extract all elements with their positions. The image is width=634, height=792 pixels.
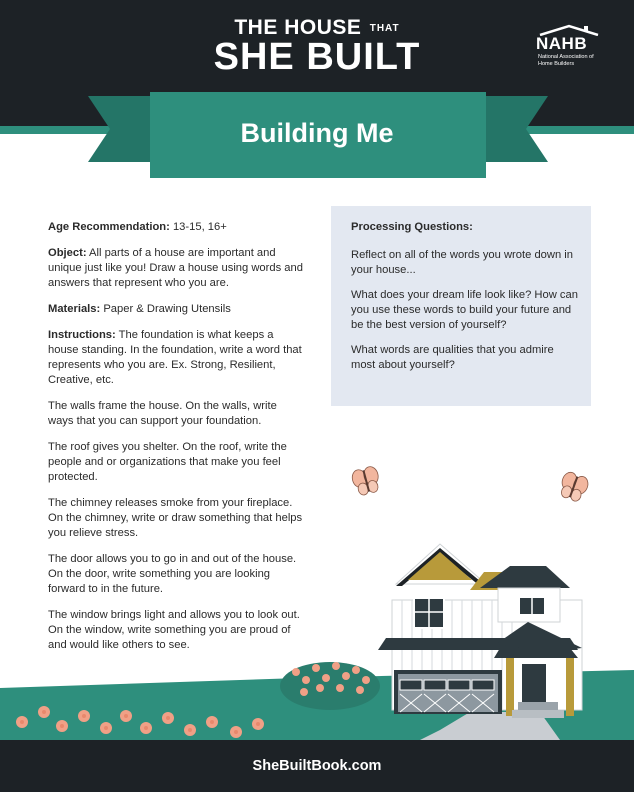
house-scene-illustration	[0, 460, 634, 740]
footer-website-link[interactable]: SheBuiltBook.com	[252, 758, 382, 774]
title-that: THAT	[369, 22, 400, 34]
age-value: 13-15, 16+	[169, 221, 227, 233]
object-label: Object:	[48, 247, 87, 259]
roof-paragraph: The roof gives you shelter. On the roof, write the people and or organizations that make you feel protected.	[48, 441, 287, 483]
activity-title: Building Me	[240, 118, 394, 148]
processing-questions-box	[331, 206, 591, 406]
materials-label: Materials:	[48, 303, 101, 315]
processing-question: What words are qualities that you admire most about yourself?	[351, 344, 554, 371]
instructions-text: The foundation is what keeps a house standing. In the foundation, write a word that represents who you are. Ex. Strong, Resilient, Creative, etc.	[48, 329, 302, 386]
chimney-paragraph: The chimney releases smoke from your fireplace. On the chimney, write or draw something that helps you relieve stress.	[48, 497, 303, 539]
processing-question: What does your dream life look like? How can you use these words to build your future and be the best version of yourself?	[351, 289, 578, 331]
window-paragraph: The window brings light and allows you to look out. On the window, write something you are proud of and would like others to see.	[48, 609, 300, 651]
processing-question: Reflect on all of the words you wrote down in your house...	[351, 249, 574, 276]
nahb-logo-subtitle: National Association of Home Builders	[538, 54, 594, 67]
title-the-house: THE HOUSE	[234, 16, 362, 39]
age-label: Age Recommendation:	[48, 221, 170, 233]
materials-paragraph	[48, 302, 303, 317]
house-illustration	[378, 544, 582, 718]
age-recommendation	[48, 220, 303, 235]
materials-text: Paper & Drawing Utensils	[100, 303, 231, 315]
walls-paragraph: The walls frame the house. On the walls, write ways that you can support your foundation.	[48, 400, 277, 427]
object-text: All parts of a house are important and unique just like you! Draw a house using words and answers that represent who you are.	[48, 247, 303, 289]
book-title-line2: SHE BUILT	[213, 36, 421, 78]
object-paragraph	[48, 246, 303, 291]
processing-title: Processing Questions:	[351, 221, 473, 233]
nahb-logo-text: NAHB	[536, 34, 588, 53]
instructions-paragraph	[48, 328, 303, 388]
butterfly-icon	[557, 470, 590, 503]
butterfly-icon	[350, 465, 382, 497]
door-paragraph: The door allows you to go in and out of the house. On the door, write something you are looking forward to in the future.	[48, 553, 297, 595]
instructions-label: Instructions:	[48, 329, 116, 341]
